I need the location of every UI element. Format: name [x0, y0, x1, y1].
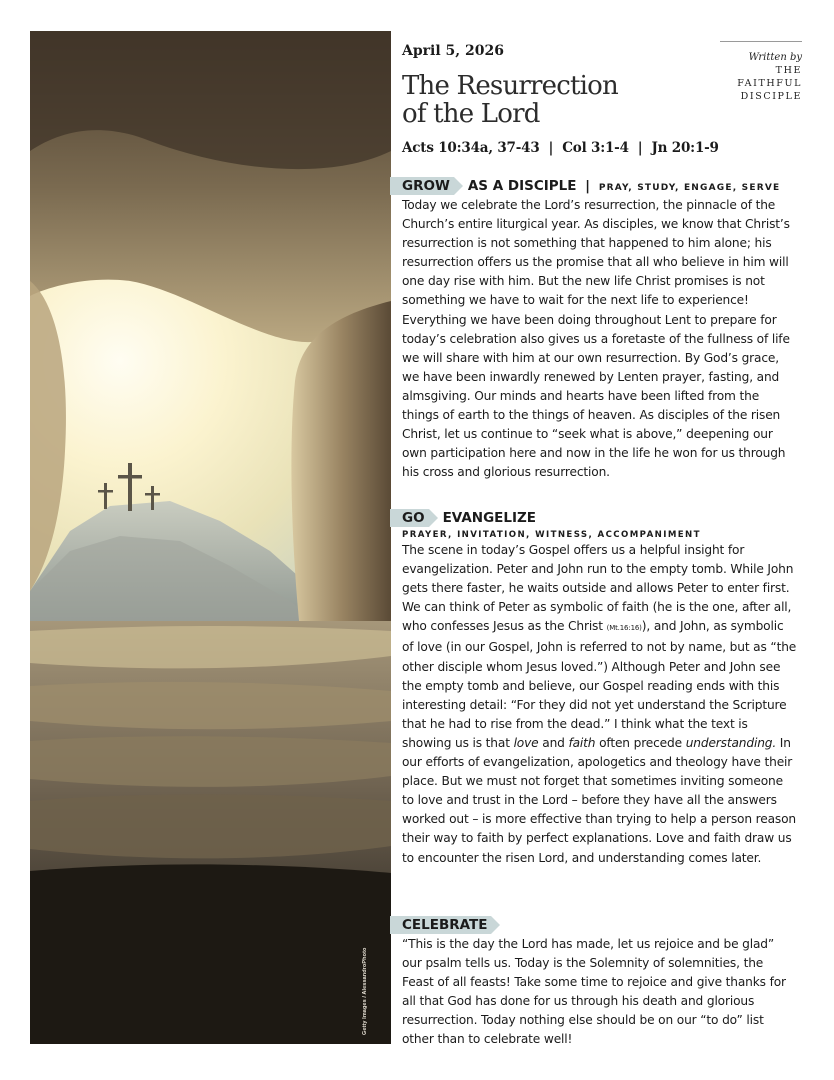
- celebrate-body: “This is the day the Lord has made, let us rejoice and be glad” our psalm tells us. Today is the Solemnity of solemnities, the Feast of all feasts! Take some time to rejoice and give thanks for all that God has done for us through his death and glorious resurrection. Today nothing else should be on our “to do” list other than to celebrate well!: [402, 937, 786, 1047]
- title-line-1: The Resurrection: [402, 71, 618, 101]
- go-body-and: and: [538, 735, 569, 750]
- byline-faithful: FAITHFUL: [737, 78, 802, 89]
- page-title: [402, 72, 702, 128]
- go-heading-label: EVANGELIZE: [442, 510, 537, 526]
- go-body-part-2: ), and John, as symbolic of love (in our Gospel, John is referred to not by name, but as “the other disciple whom Jesus loved.”) Although Peter and John see the empty tomb and believe, our Gospel reading ends with this interesting detail: “For they did not yet understand the Scripture that he had to rise from the dead.” I think what the text is showing us is that: [402, 619, 797, 750]
- scripture-readings: Acts 10:34a, 37-43 | Col 3:1-4 | Jn 20:1-9: [402, 140, 719, 156]
- go-body-part-3: In our efforts of evangelization, apologetics and theology have their place. But we must not forget that sometimes inviting someone to love and trust in the Lord – before they have all the answers worked out – is more effective than trying to help a person reason their way to faith by perfect explanations. Love and faith draw us to encounter the risen Lord, and understanding comes later.: [402, 735, 797, 865]
- grow-heading-label: AS A DISCIPLE: [467, 178, 577, 194]
- go-tag: GO: [390, 509, 429, 527]
- title-line-2: of the Lord: [402, 99, 540, 129]
- celebrate-section: [390, 916, 800, 1050]
- grow-subtitle: PRAY, STUDY, ENGAGE, SERVE: [598, 183, 781, 193]
- photo-credit: Getty Images / AlessandroPhoto: [362, 947, 368, 1035]
- go-body-often-precede: often precede: [595, 735, 686, 750]
- tomb-photo: [30, 31, 391, 1044]
- go-body: [402, 541, 797, 868]
- go-body-part-1: The scene in today’s Gospel offers us a helpful insight for evangelization. Peter and John run to the empty tomb. While John gets there faster, he waits outside and allows Peter to enter first. We can think of Peter as symbolic of faith (he is the one, after all, who confesses Jesus as the Christ: [402, 543, 794, 634]
- byline-written-by: Written by: [748, 52, 802, 63]
- issue-date: April 5, 2026: [402, 43, 504, 59]
- byline: [720, 41, 802, 103]
- celebrate-heading: [390, 916, 800, 934]
- go-heading: [390, 509, 800, 527]
- byline-the: THE: [775, 65, 802, 76]
- grow-heading-text: [468, 178, 781, 194]
- celebrate-tag: CELEBRATE: [390, 916, 491, 934]
- grow-section: [390, 177, 800, 482]
- go-subtitle: PRAYER, INVITATION, WITNESS, ACCOMPANIMENT: [402, 530, 701, 540]
- emphasis-faith: faith: [568, 735, 596, 750]
- grow-body: Today we celebrate the Lord’s resurrection, the pinnacle of the Church’s entire liturgical year. As disciples, we know that Christ’s resurrection is not something that happened to him alone; his resurrection offers us the promise that all who believe in him will one day rise with him. But the new life Christ promises is not something we have to wait for the next life to experience! Everything we have been doing throughout Lent to prepare for today’s celebration also gives us a foretaste of the fullness of life we will share with him at our own resurrection. By God’s grace, we have been inwardly renewed by Lenten prayer, fasting, and almsgiving. Our minds and hearts have been lifted from the things of earth to the things of heaven. As disciples of the risen Christ, let us continue to “seek what is above,” deepening our own participation here and now in the life he won for us through his cross and glorious resurrection.: [402, 198, 790, 480]
- go-section: [390, 509, 800, 868]
- empty-tomb-three-crosses-image: [30, 31, 391, 1044]
- emphasis-love: love: [513, 735, 539, 750]
- grow-heading: [390, 177, 800, 195]
- scripture-citation: (Mt.16:16): [606, 624, 642, 633]
- emphasis-understanding: understanding.: [685, 735, 777, 750]
- heading-separator: |: [585, 178, 591, 194]
- byline-disciple: DISCIPLE: [740, 91, 802, 102]
- grow-tag: GROW: [390, 177, 454, 195]
